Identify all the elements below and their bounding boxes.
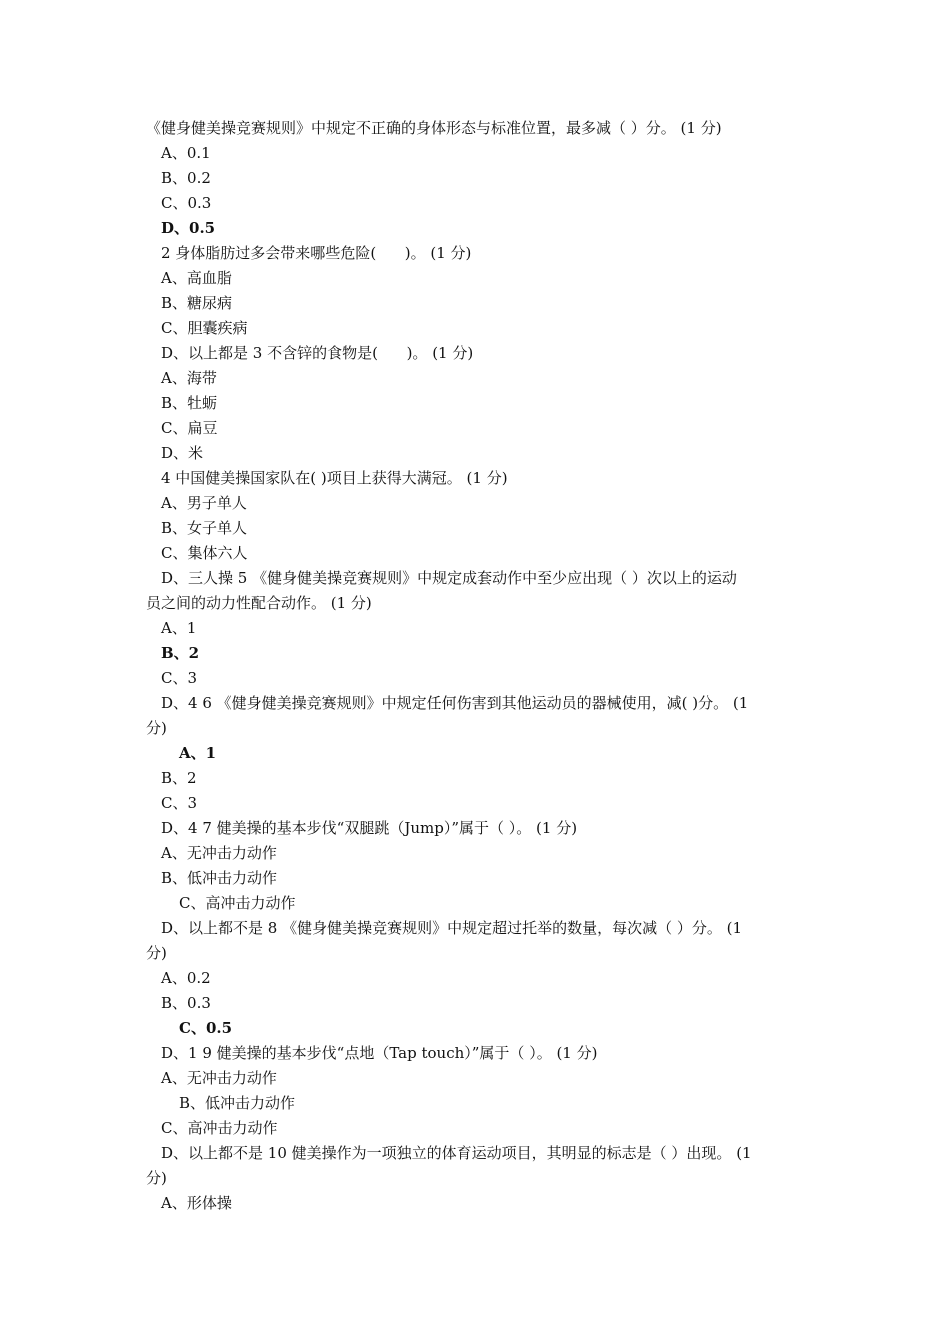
option-c: C、3: [161, 794, 198, 812]
question-4: 4 中国健美操国家队在( )项目上获得大满冠。 (1 分): [161, 469, 508, 487]
option-d-question-9: D、1 9 健美操的基本步伐“点地（Tap touch）”属于（ ）。 (1 分): [161, 1044, 598, 1062]
question-continuation: 分): [146, 1169, 167, 1187]
option-c-answer: C、高冲击力动作: [179, 894, 296, 912]
option-d-question-10: D、以上都不是 10 健美操作为一项独立的体育运动项目，其明显的标志是（ ）出现。 (1: [161, 1144, 752, 1162]
option-b: B、糖尿病: [161, 294, 233, 312]
option-d-question-6: D、4 6 《健身健美操竞赛规则》中规定任何伤害到其他运动员的器械使用，减( )分。 (1: [161, 694, 749, 712]
option-c: C、0.3: [161, 194, 212, 212]
option-a: A、1: [161, 619, 197, 637]
question-continuation: 分): [146, 719, 167, 737]
question-continuation: 员之间的动力性配合动作。 (1 分): [146, 594, 372, 612]
option-c: C、集体六人: [161, 544, 248, 562]
option-a: A、男子单人: [161, 494, 247, 512]
option-a: A、0.1: [161, 144, 211, 162]
option-b: B、2: [161, 769, 197, 787]
option-b: B、0.2: [161, 169, 211, 187]
question-continuation: 分): [146, 944, 167, 962]
option-a: A、无冲击力动作: [161, 1069, 277, 1087]
option-d-question-8: D、以上都不是 8 《健身健美操竞赛规则》中规定超过托举的数量，每次减（ ）分。 (1: [161, 919, 743, 937]
option-a: A、海带: [161, 369, 217, 387]
option-c-answer: C、0.5: [179, 1019, 233, 1037]
option-b: B、低冲击力动作: [161, 869, 278, 887]
option-b-answer: B、低冲击力动作: [179, 1094, 296, 1112]
option-a: A、无冲击力动作: [161, 844, 277, 862]
option-a: A、形体操: [161, 1194, 232, 1212]
option-d: D、米: [161, 444, 204, 462]
option-a-answer: A、1: [179, 744, 217, 762]
option-c: C、高冲击力动作: [161, 1119, 278, 1137]
option-b: B、牡蛎: [161, 394, 218, 412]
option-a: A、0.2: [161, 969, 211, 987]
option-b-answer: B、2: [161, 644, 200, 662]
option-d-question-7: D、4 7 健美操的基本步伐“双腿跳（Jump）”属于（ ）。 (1 分): [161, 819, 578, 837]
question-2: 2 身体脂肪过多会带来哪些危险( )。 (1 分): [161, 244, 472, 262]
option-c: C、胆囊疾病: [161, 319, 248, 337]
option-c: C、3: [161, 669, 198, 687]
option-d-question-5: D、三人操 5 《健身健美操竞赛规则》中规定成套动作中至少应出现（ ）次以上的运动: [161, 569, 737, 587]
option-a: A、高血脂: [161, 269, 232, 287]
option-c: C、扁豆: [161, 419, 218, 437]
option-b: B、0.3: [161, 994, 211, 1012]
option-b: B、女子单人: [161, 519, 248, 537]
option-d-answer: D、0.5: [161, 219, 216, 237]
option-d-question-3: D、以上都是 3 不含锌的食物是( )。 (1 分): [161, 344, 474, 362]
question-1: 《健身健美操竞赛规则》中规定不正确的身体形态与标准位置，最多减（ ）分。 (1 分): [146, 119, 722, 137]
